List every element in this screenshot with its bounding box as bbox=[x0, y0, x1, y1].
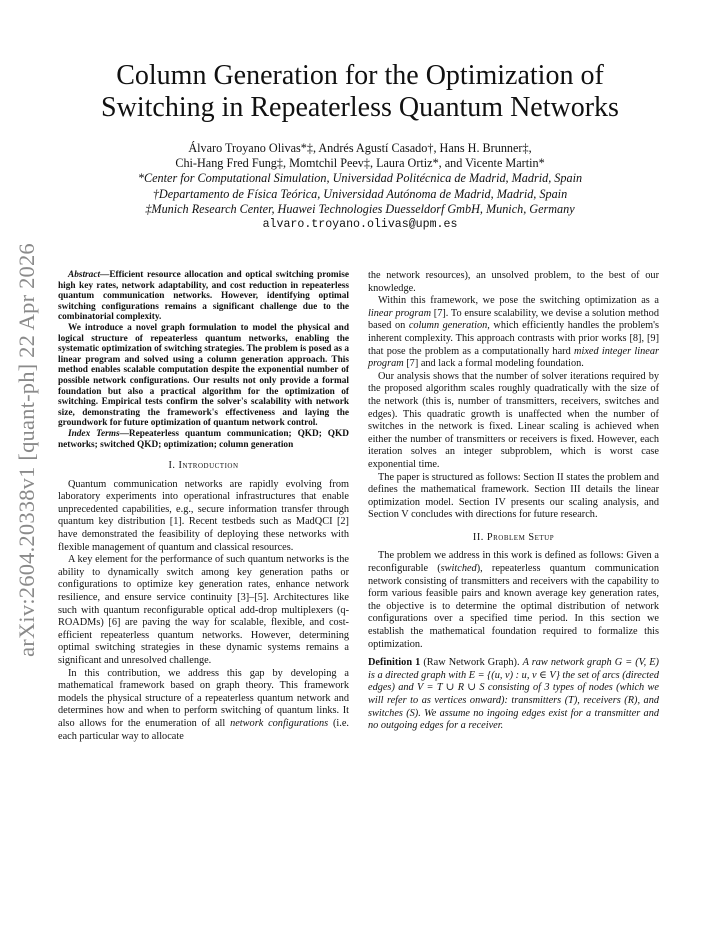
section-heading-introduction: I. Introduction bbox=[168, 460, 239, 472]
arxiv-identifier: arXiv:2604.20338v1 [quant-ph] 22 Apr 2026 bbox=[14, 243, 39, 657]
right-paragraph-3: The paper is structured as follows: Section II states the problem and defines the mathematical framework. Section III details the linear optimization model. Section IV presents our scaling analysis, and Section V concludes with directions for future research. bbox=[368, 471, 659, 521]
right-paragraph-1: Within this framework, we pose the switching optimization as a linear program [7]. To ensure scalability, we devise a solution method based on column generation, which efficiently handles the problem's inherent complexity. This approach contrasts with prior works [8], [9] that pose the problem as a computationally hard mixed integer linear program [7] and lack a formal modeling foundation. bbox=[368, 295, 660, 370]
right-paragraph-2: Our analysis shows that the number of solver iterations required by the proposed algorithm scales roughly quadratically with the size of the network (this is, number of transmitters, receivers, switches and edges). This quadratic growth is unaffected when the number of switches in the network is fixed. Linear scaling is achieved when either the number of transmitters or receivers is fixed. However, each iteration solves an integer subproblem, which is worst case exponential time. bbox=[368, 370, 659, 470]
left-column bbox=[58, 270, 349, 743]
intro-paragraph-2: A key element for the performance of such quantum networks is the ability to dynamically switch among key generation paths or configurations to optimize key generation rates, enhance network resilience, and ensure service continuity [3]–[5]. Architectures like such with quantum reconfigurable optical add-drop multiplexers (q-ROADMs) [6] are paving the way for scalable, flexible, and cost-efficient repeaterless quantum networks. However, determining optimal switching strategies in these dynamic systems remains a significant and unresolved challenge. bbox=[58, 554, 349, 666]
paper-title bbox=[60, 60, 660, 124]
authors-line-1: Álvaro Troyano Olivas*‡, Andrés Agustí Casado†, Hans H. Brunner‡, bbox=[188, 141, 532, 155]
intro-paragraph-1: Quantum communication networks are rapidly evolving from laboratory experiments into operational infrastructures that enable unprecedented capabilities, e.g., secure information transfer through quantum key distribution [1]. Recent testbeds such as MadQCI [2] have demonstrated the feasibility of deploying these networks with flexible management of quantum and classical resources. bbox=[58, 478, 349, 553]
right-paragraph-4: The problem we address in this work is defined as follows: Given a reconfigurable (switched), repeaterless quantum communication network consisting of transmitters and receivers with the capability to form various feasible pairs and known average key generation rates, the objective is to determine the optimal distribution of network configurations over a specified time period. In this section we establish the mathematical foundation required to formalize this optimization. bbox=[368, 550, 659, 650]
title-line-2: Switching in Repeaterless Quantum Networks bbox=[101, 92, 619, 123]
abstract bbox=[58, 270, 349, 450]
affiliation-2: †Departamento de Física Teórica, Universidad Autónoma de Madrid, Madrid, Spain bbox=[152, 186, 568, 201]
index-terms: Index Terms—Repeaterless quantum communication; QKD; QKD networks; switched QKD; optimization; column generation bbox=[58, 428, 349, 450]
right-paragraph-0: the network resources), an unsolved problem, to the best of our knowledge. bbox=[368, 270, 659, 294]
right-column bbox=[368, 270, 659, 733]
intro-paragraph-3: In this contribution, we address this gap by developing a mathematical framework based on graph theory. This framework models the physical structure of a repeaterless quantum network and determines how and when to perform switching of quantum links. It also allows for the enumeration of all network configurations (i.e. each particular way to allocate bbox=[58, 667, 349, 742]
abstract-paragraph-2: We introduce a novel graph formulation to model the physical and logical structure of repeaterless quantum networks, enabling the systematic optimization of switching strategies. The problem is posed as a linear program and solved using a column generation approach. This method enables scalable computation despite the exponential number of possible network configurations. Our results not only provide a formal foundation but also a practical algorithm for the optimization of switching. Empirical tests confirm the solver's scalability with network size, demonstrating the framework's effectiveness and laying the groundwork for future optimization of quantum network control. bbox=[58, 322, 349, 429]
affiliation-3: ‡Munich Research Center, Huawei Technologies Duesseldorf GmbH, Munich, Germany bbox=[145, 201, 575, 216]
abstract-paragraph-1: Abstract—Efficient resource allocation and optical switching promise high key rates, network adaptability, and cost reduction in repeaterless quantum communication networks. However, identifying optimal switching configurations remains a significant challenge due to the combinatorial complexity. bbox=[58, 270, 349, 323]
index-terms-label: Index Terms bbox=[68, 428, 120, 439]
authors-line-2: Chi-Hang Fred Fung‡, Momtchil Peev‡, Laura Ortiz*, and Vicente Martin* bbox=[175, 156, 545, 171]
arxiv-sidebar bbox=[10, 230, 44, 670]
section-heading-problem-setup: II. Problem Setup bbox=[472, 531, 555, 543]
author-block bbox=[60, 141, 660, 232]
affiliation-1: *Center for Computational Simulation, Universidad Politécnica de Madrid, Madrid, Spain bbox=[137, 171, 583, 186]
title-line-1: Column Generation for the Optimization of bbox=[116, 60, 604, 91]
author-email: alvaro.troyano.olivas@upm.es bbox=[262, 218, 458, 232]
definition-1: Definition 1 (Raw Network Graph). A raw network graph G = (V, E) is a directed graph with E = {(u, v) : u, v ∈ V} the set of arcs (directed edges) and V = T ∪ R ∪ S consisting of 3 types of nodes (which we will refer to as vertices onward): transmitters (T), receivers (R), and switches (S). We assume no ingoing edges exist for a transmitter and no outgoing edges for a receiver. bbox=[368, 657, 659, 732]
abstract-label: Abstract bbox=[68, 270, 101, 280]
definition-label: Definition 1 bbox=[368, 657, 421, 669]
